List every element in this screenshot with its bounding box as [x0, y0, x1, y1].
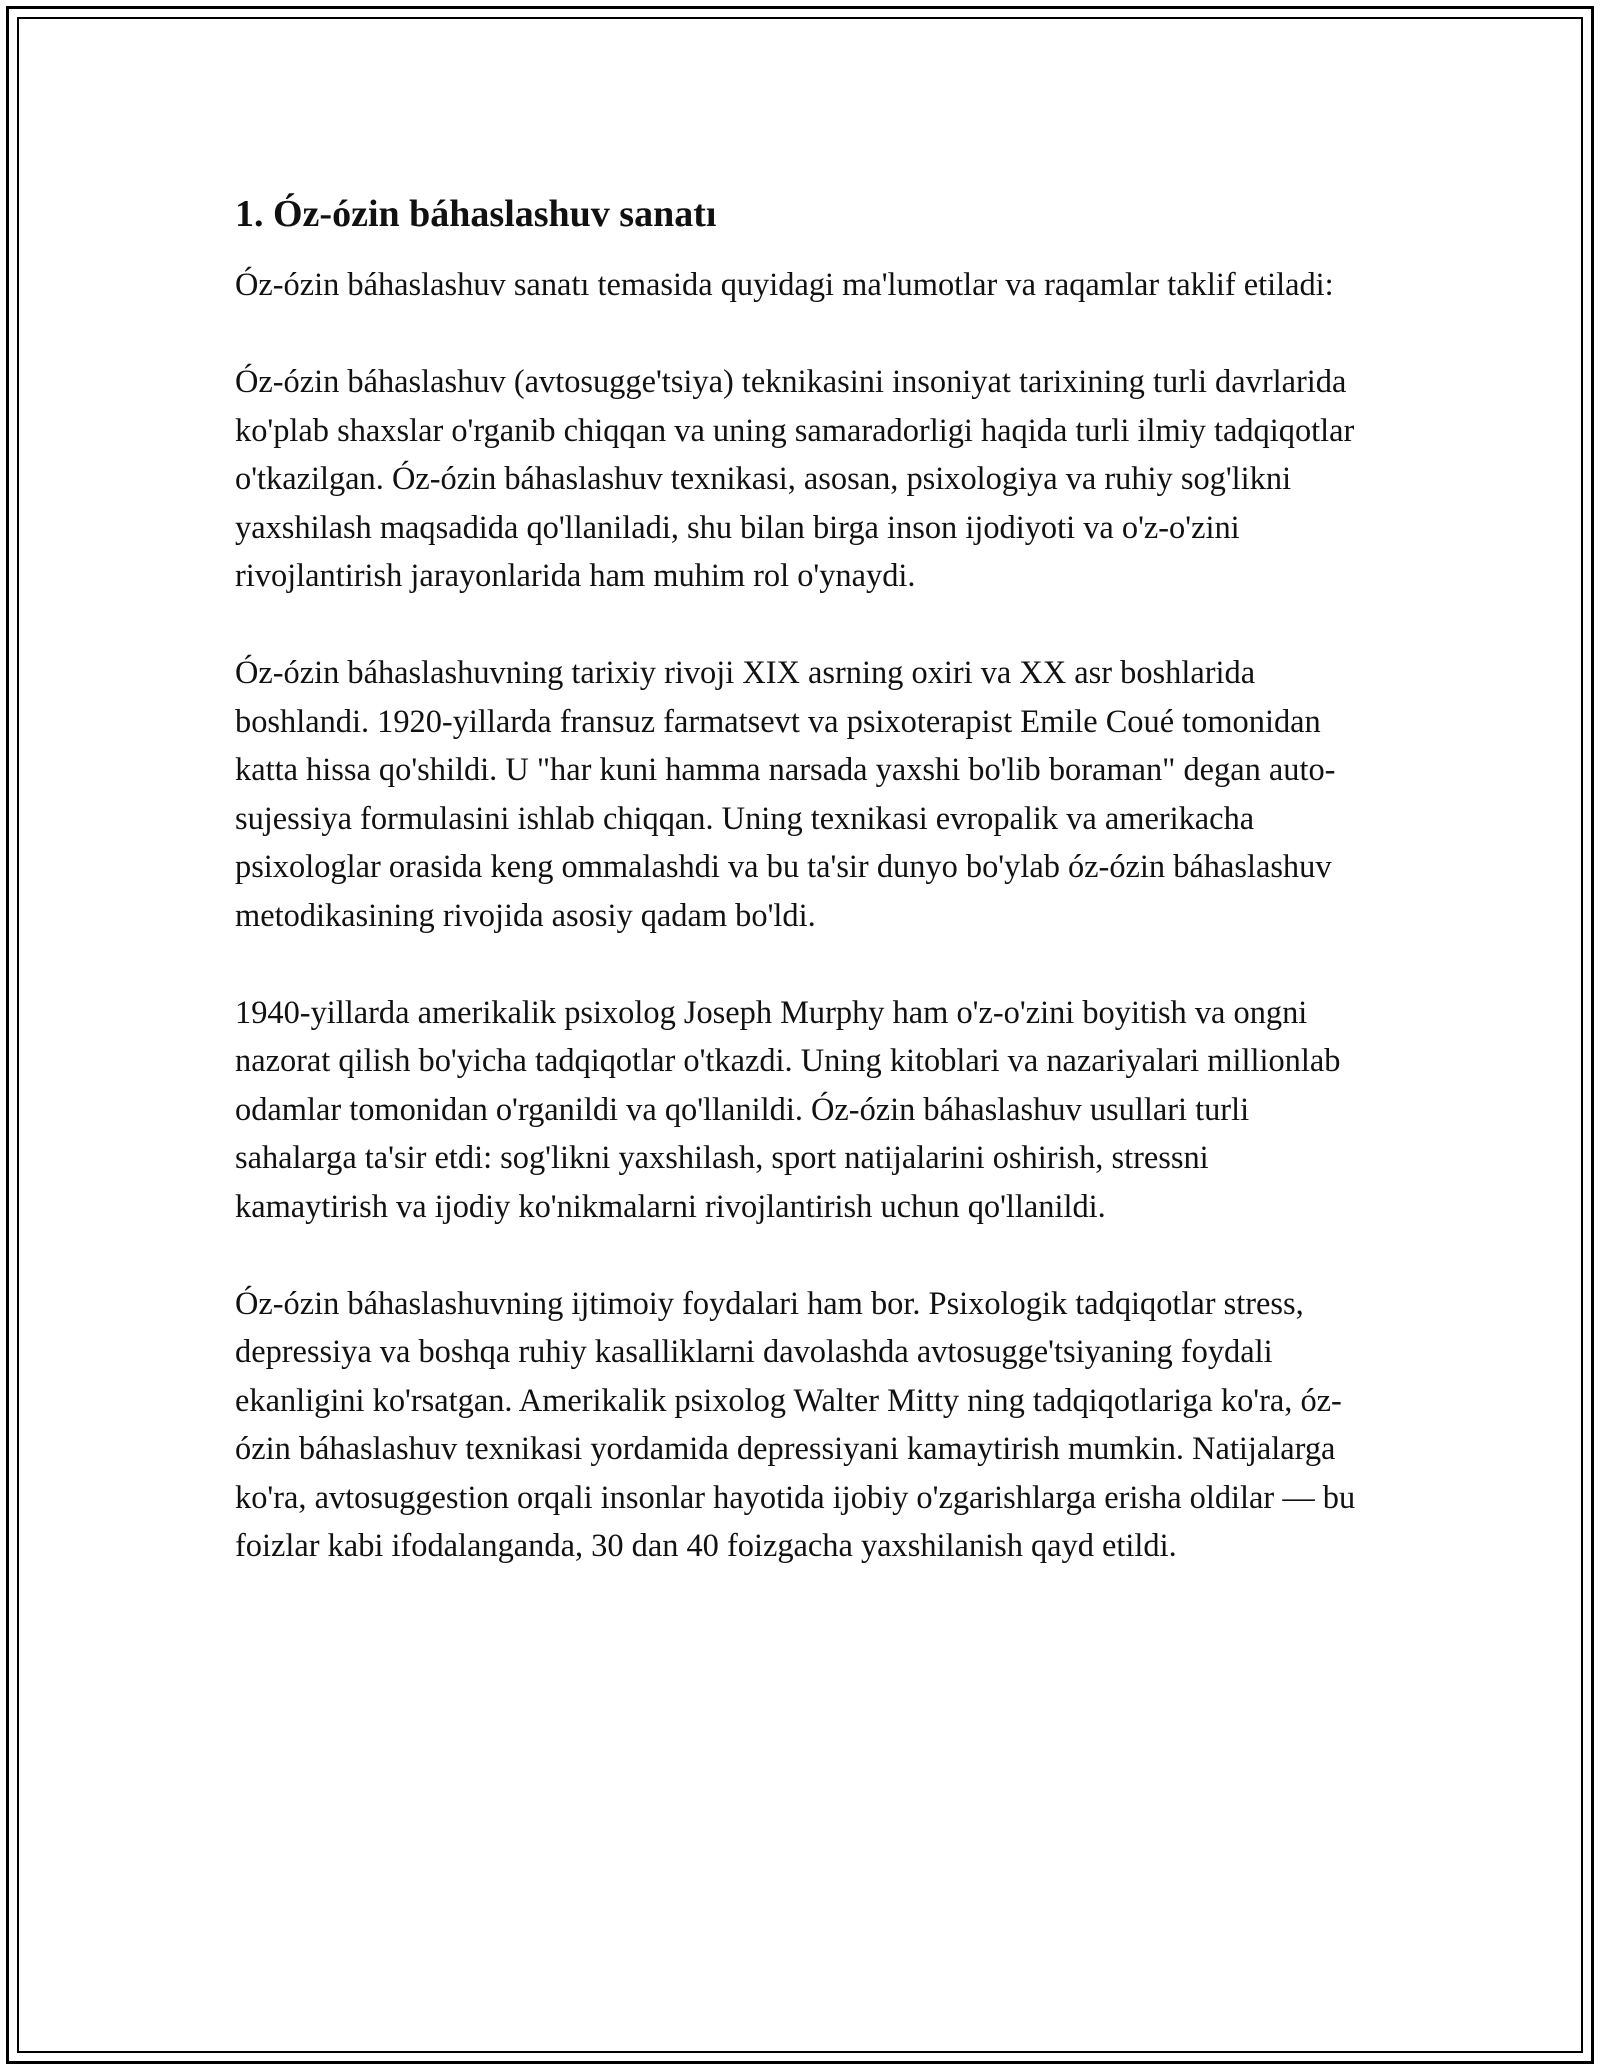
history-paragraph: Óz-ózin báhaslashuvning tarixiy rivoji XIX asrning oxiri va XX asr boshlarida boshlandi. 1920-yillarda fransuz farmatsevt va psixoterapist Emile Coué tomonidan katta hissa qo'shildi. U "har kuni hamma narsada yaxshi bo'lib boraman" degan auto-sujessiya formulasini ishlab chiqqan. Uning texnikasi evropalik va amerikacha psixologlar orasida keng ommalashdi va bu ta'sir dunyo bo'ylab óz-ózin báhaslashuv metodikasining rivojida asosiy qadam bo'ldi. [235, 655, 1336, 934]
document-body [235, 187, 1365, 1571]
murphy-paragraph: 1940-yillarda amerikalik psixolog Joseph Murphy ham o'z-o'zini boyitish va ongni nazorat qilish bo'yicha tadqiqotlar o'tkazdi. Uning kitoblari va nazariyalari millionlab odamlar tomonidan o'rganildi va qo'llanildi. Óz-ózin báhaslashuv usullari turli sahalarga ta'sir etdi: sog'likni yaxshilash, sport natijalarini oshirish, stressni kamaytirish va ijodiy ko'nikmalarni rivojlantirish uchun qo'llanildi. [235, 994, 1341, 1225]
page-title: 1. Óz-ózin báhaslashuv sanatı [235, 193, 717, 235]
intro-paragraph: Óz-ózin báhaslashuv sanatı temasida quyidagi ma'lumotlar va raqamlar taklif etiladi: [235, 267, 1334, 303]
social-benefits-paragraph: Óz-ózin báhaslashuvning ijtimoiy foydalari ham bor. Psixologik tadqiqotlar stress, depressiya va boshqa ruhiy kasalliklarni davolashda avtosugge'tsiyaning foydali ekanligini ko'rsatgan. Amerikalik psixolog Walter Mitty ning tadqiqotlariga ko'ra, óz-ózin báhaslashuv texnikasi yordamida depressiyani kamaytirish mumkin. Natijalarga ko'ra, avtosuggestion orqali insonlar hayotida ijobiy o'zgarishlarga erisha oldilar — bu foizlar kabi ifodalanganda, 30 dan 40 foizgacha yaxshilanish qayd etildi. [235, 1285, 1356, 1564]
technique-paragraph: Óz-ózin báhaslashuv (avtosugge'tsiya) teknikasini insoniyat tarixining turli davrlarida ko'plab shaxslar o'rganib chiqqan va uning samaradorligi haqida turli ilmiy tadqiqotlar o'tkazilgan. Óz-ózin báhaslashuv texnikasi, asosan, psixologiya va ruhiy sog'likni yaxshilash maqsadida qo'llaniladi, shu bilan birga inson ijodiyoti va o'z-o'zini rivojlantirish jarayonlarida ham muhim rol o'ynaydi. [235, 364, 1355, 594]
